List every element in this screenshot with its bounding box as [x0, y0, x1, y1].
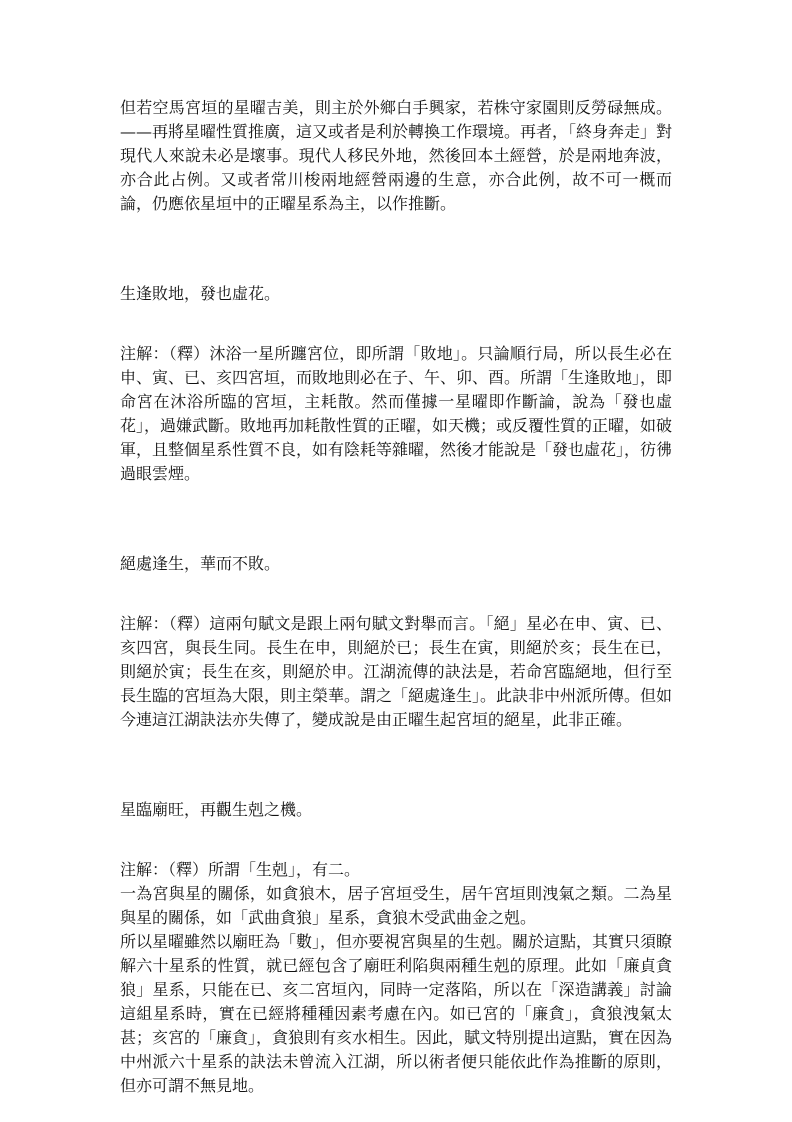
- section-2-note: 注解：（釋）這兩句賦文是跟上兩句賦文對舉而言。「絕」星必在申、寅、已、亥四宮，與長生同。長生在申，則絕於已；長生在寅，則絕於亥；長生在已，則絕於寅；長生在亥，則絕於申。江湖流傳的訣法是，若命宮臨絕地，但行至長生臨的宮垣為大限，則主榮華。謂之「絕處逢生」。此訣非中州派所傳。但如今連這江湖訣法亦失傳了，變成說是由正曜生起宮垣的絕星，此非正確。: [120, 614, 673, 729]
- section-3-note-line-2: 一為宮與星的關係，如貪狼木，居子宮垣受生，居午宮垣則洩氣之類。二為星與星的關係，如「武曲貪狼」星系，貪狼木受武曲金之剋。: [120, 884, 672, 927]
- section-3-note-line-3: 所以星曜雖然以廟旺為「數」，但亦要視宮與星的生剋。關於這點，其實只須瞭解六十星系的性質，就已經包含了廟旺利陷與兩種生剋的原理。此如「廉貞貪狼」星系，只能在已、亥二宮垣內，同時一定落陷，所以在「深造講義」討論這組星系時，實在已經將種種因素考慮在內。如已宮的「廉貪」，貪狼洩氣太甚；亥宮的「廉貪」，貪狼則有亥水相生。因此，賦文特別提出這點，實在因為中州派六十星系的訣法未曾流入江湖，所以術者便只能依此作為推斷的原則，但亦可謂不無見地。: [120, 932, 673, 1095]
- section-3-note: 注解：（釋）所謂「生剋」，有二。: [120, 860, 361, 879]
- spacer: [120, 732, 672, 798]
- spacer: [120, 822, 672, 858]
- spacer: [120, 486, 672, 552]
- spacer: [120, 306, 672, 342]
- spacer: [120, 216, 672, 282]
- spacer: [120, 576, 672, 612]
- document-page: [120, 96, 672, 1098]
- intro-paragraph: 但若空馬宮垣的星曜吉美，則主於外鄉白手興家，若株守家園則反勞碌無成。——再將星曜性質推廣，這又或者是利於轉換工作環境。再者，「終身奔走」對現代人來說未必是壞事。現代人移民外地，然後回本土經營，於是兩地奔波，亦合此占例。又或者常川梭兩地經營兩邊的生意，亦合此例，故不可一概而論，仍應依星垣中的正曜星系為主，以作推斷。: [120, 98, 673, 213]
- section-1-heading: 生逢敗地，發也虛花。: [120, 284, 281, 303]
- section-3-heading: 星臨廟旺，再觀生剋之機。: [120, 800, 313, 819]
- section-2-heading: 絕處逢生，華而不敗。: [120, 554, 281, 573]
- section-1-note: 注解：（釋）沐浴一星所躔宮位，即所謂「敗地」。只論順行局，所以長生必在申、寅、已、亥四宮垣，而敗地則必在子、午、卯、酉。所謂「生逢敗地」，即命宮在沐浴所臨的宮垣，主耗散。然而僅據一星曜即作斷論，說為「發也虛花」，過嫌武斷。敗地再加耗散性質的正曜，如天機；或反覆性質的正曜，如破軍，且整個星系性質不良，如有陰耗等雜曜，然後才能說是「發也虛花」，彷彿過眼雲煙。: [120, 344, 673, 483]
